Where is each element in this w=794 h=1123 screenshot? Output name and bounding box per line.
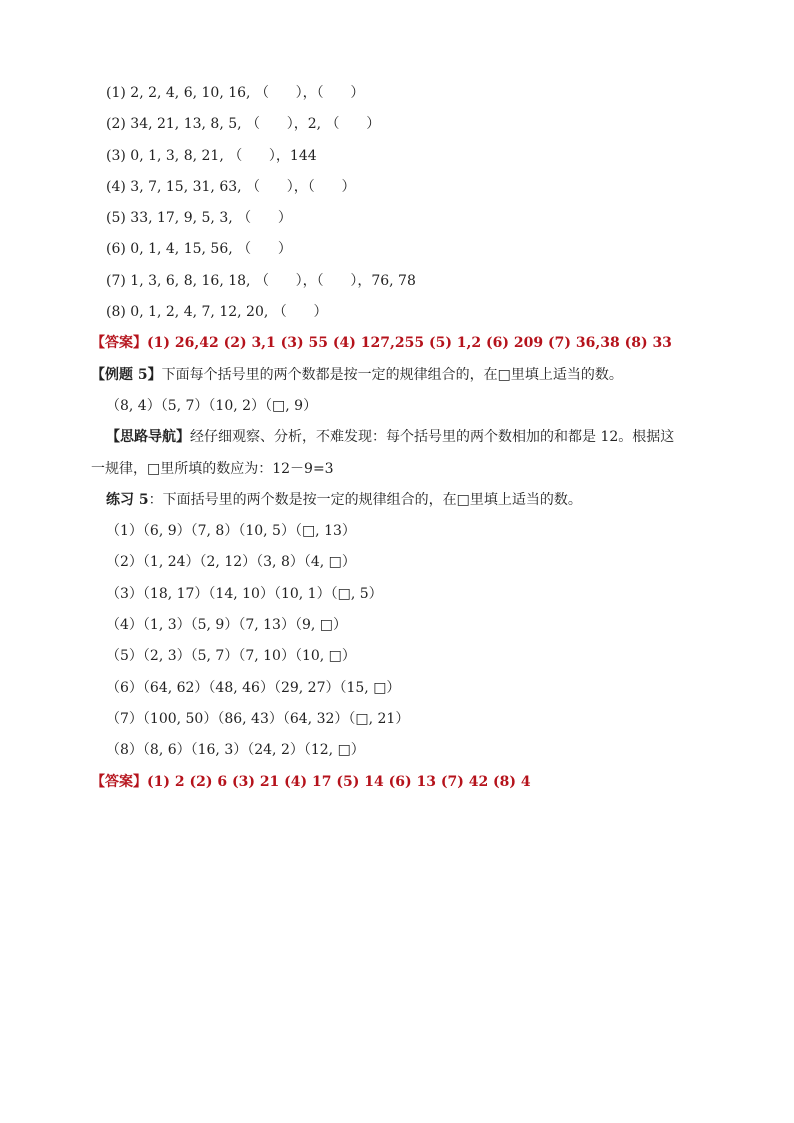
sequence-line: (7) 1, 3, 6, 8, 16, 18, （ ），（ ），76, 78 [106, 272, 416, 289]
answer-line-2 [0, 767, 794, 798]
example-5-pairs: （8, 4）（5, 7）（10, 2）（□, 9） [106, 397, 318, 414]
practice-item: （6）（64, 62）（48, 46）（29, 27）（15, □） [106, 679, 401, 696]
answer-text: (1) 2 (2) 6 (3) 21 (4) 17 (5) 14 (6) 13 (7) 42 (8) 4 [147, 773, 531, 790]
sequence-line: (6) 0, 1, 4, 15, 56, （ ） [106, 241, 292, 258]
hint-line-2: 一规律，□里所填的数应为：12－9=3 [91, 460, 334, 477]
practice-item: （8）（8, 6）（16, 3）（24, 2）（12, □） [106, 742, 365, 759]
sequence-line: (8) 0, 1, 2, 4, 7, 12, 20, （ ） [106, 304, 328, 321]
sequence-line: (3) 0, 1, 3, 8, 21, （ ），144 [106, 147, 317, 164]
practice-item: （1）（6, 9）（7, 8）（10, 5）（□, 13） [106, 523, 356, 540]
practice-5-heading [0, 485, 794, 516]
answer-line-1 [0, 328, 794, 359]
sequence-line: (2) 34, 21, 13, 8, 5, （ ），2, （ ） [106, 116, 381, 133]
practice-item: （2）（1, 24）（2, 12）（3, 8）（4, □） [106, 554, 356, 571]
example-5-label: 【例题 5】 [91, 366, 162, 383]
hint-line-1 [0, 422, 794, 453]
answer-label: 【答案】 [91, 773, 147, 790]
hint-text-1: 经仔细观察、分析，不难发现：每个括号里的两个数相加的和都是 12。根据这 [190, 429, 675, 446]
sequence-line: (4) 3, 7, 15, 31, 63, （ ），（ ） [106, 178, 356, 195]
practice-item: （3）（18, 17）（14, 10）（10, 1）（□, 5） [106, 585, 383, 602]
practice-item: （7）（100, 50）（86, 43）（64, 32）（□, 21） [106, 710, 410, 727]
example-5-heading [0, 360, 794, 391]
sequence-line: (1) 2, 2, 4, 6, 10, 16, （ ），（ ） [106, 85, 365, 101]
document-content [0, 78, 794, 798]
hint-label: 【思路导航】 [106, 429, 190, 446]
practice-5-text: ：下面括号里的两个数是按一定的规律组合的，在□里填上适当的数。 [148, 491, 582, 508]
practice-item: （4）（1, 3）（5, 9）（7, 13）（9, □） [106, 617, 347, 634]
answer-text: (1) 26,42 (2) 3,1 (3) 55 (4) 127,255 (5) 1,2 (6) 209 (7) 36,38 (8) 33 [147, 335, 672, 352]
practice-5-label: 练习 5 [106, 491, 149, 508]
example-5-text: 下面每个括号里的两个数都是按一定的规律组合的，在□里填上适当的数。 [161, 366, 623, 383]
sequence-line: (5) 33, 17, 9, 5, 3, （ ） [106, 210, 292, 227]
practice-item: （5）（2, 3）（5, 7）（7, 10）（10, □） [106, 648, 356, 665]
answer-label: 【答案】 [91, 335, 147, 352]
